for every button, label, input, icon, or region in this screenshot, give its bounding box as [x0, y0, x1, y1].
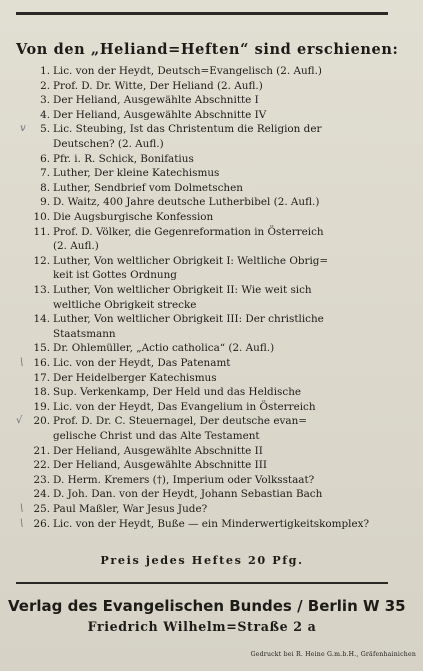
item-number: 22. — [33, 459, 50, 472]
list-item — [0, 254, 423, 283]
item-title: Luther, Der kleine Katechismus — [53, 167, 220, 180]
item-title: Der Heidelberger Katechismus — [53, 371, 217, 384]
item-title: Luther, Von weltlicher Obrigkeit II: Wie weit sich — [53, 284, 312, 296]
item-number: 9. — [40, 196, 50, 209]
item-title: D. Joh. Dan. von der Heydt, Johann Sebastian Bach — [53, 488, 323, 501]
item-title: D. Waitz, 400 Jahre deutsche Lutherbibel (2. Aufl.) — [53, 196, 320, 209]
item-title: Der Heliand, Ausgewählte Abschnitte III — [53, 459, 267, 472]
item-number: 26. — [33, 517, 50, 530]
item-number: 5. — [40, 123, 50, 136]
list-item — [0, 210, 423, 225]
list-item — [0, 356, 423, 371]
item-number: 11. — [33, 225, 50, 238]
list-item — [0, 371, 423, 386]
item-number: 14. — [33, 313, 50, 326]
list-item — [0, 64, 423, 79]
item-title-continuation: (2. Aufl.) — [53, 240, 99, 253]
list-item — [0, 400, 423, 415]
item-title: Der Heliand, Ausgewählte Abschnitte II — [53, 444, 263, 457]
item-title: Luther, Von weltlicher Obrigkeit I: Weltliche Obrig= — [53, 254, 329, 267]
list-item — [0, 93, 423, 108]
item-number: 12. — [33, 254, 50, 267]
item-title: D. Herm. Kremers (†), Imperium oder Volksstaat? — [53, 473, 315, 486]
item-title-continuation: keit ist Gottes Ordnung — [53, 269, 177, 282]
divider-rule — [16, 582, 388, 584]
pencil-check-mark: \ — [20, 503, 24, 514]
item-number: 19. — [33, 400, 50, 413]
item-title-continuation: gelische Christ und das Alte Testament — [53, 429, 260, 442]
item-number: 10. — [33, 211, 50, 223]
item-number: 4. — [40, 108, 50, 121]
printer-imprint: Gedruckt bei R. Heine G.m.b.H., Gräfenhainichen — [250, 651, 416, 658]
item-number: 16. — [33, 357, 50, 369]
item-title: Luther, Sendbrief vom Dolmetschen — [53, 181, 243, 194]
pencil-check-mark: \ — [20, 357, 24, 368]
list-item — [0, 122, 423, 151]
item-number: 1. — [40, 65, 50, 77]
item-number: 3. — [40, 94, 50, 107]
list-item — [0, 458, 423, 473]
list-item — [0, 195, 423, 210]
top-rule — [16, 12, 388, 15]
list-item — [0, 414, 423, 443]
item-title: Dr. Ohlemüller, „Actio catholica“ (2. Aufl.) — [53, 342, 275, 355]
item-number: 2. — [40, 79, 50, 92]
pencil-check-mark: \ — [20, 517, 24, 529]
item-number: 6. — [40, 152, 50, 165]
item-number: 8. — [40, 181, 50, 194]
item-number: 24. — [33, 488, 50, 501]
item-title-continuation: Deutschen? (2. Aufl.) — [53, 137, 164, 150]
item-title: Lic. von der Heydt, Buße — ein Minderwertigkeitskomplex? — [53, 517, 370, 530]
list-item — [0, 166, 423, 181]
list-item — [0, 385, 423, 400]
item-number: 21. — [33, 444, 50, 457]
list-item — [0, 502, 423, 517]
item-number: 7. — [40, 167, 50, 180]
price-note: Preis jedes Heftes 20 Pfg. — [100, 553, 304, 567]
list-item — [0, 181, 423, 196]
item-title: Lic. von der Heydt, Das Evangelium in Österreich — [53, 400, 316, 413]
list-item — [0, 79, 423, 94]
list-item — [0, 341, 423, 356]
item-title: Lic. Steubing, Ist das Christentum die Religion der — [53, 123, 322, 136]
item-number: 23. — [33, 473, 50, 486]
list-item — [0, 108, 423, 123]
item-title: Luther, Von weltlicher Obrigkeit III: Der christliche — [53, 313, 324, 326]
publisher-address: Friedrich Wilhelm=Straße 2 a — [87, 619, 317, 634]
item-title: Lic. von der Heydt, Deutsch=Evangelisch (2. Aufl.) — [53, 65, 322, 77]
item-title-continuation: Staatsmann — [53, 327, 116, 340]
item-number: 15. — [33, 342, 50, 355]
publisher-name: Verlag des Evangelischen Bundes / Berlin W 35 — [8, 597, 406, 615]
item-title: Pfr. i. R. Schick, Bonifatius — [53, 152, 194, 165]
list-heading: Von den „Heliand=Heften“ sind erschienen: — [16, 41, 399, 58]
list-item — [0, 517, 423, 532]
item-title: Lic. von der Heydt, Das Patenamt — [53, 357, 231, 369]
item-number: 17. — [33, 371, 50, 384]
item-title: Prof. D. Völker, die Gegenreformation in Österreich — [53, 225, 324, 238]
item-title-continuation: weltliche Obrigkeit strecke — [53, 298, 197, 311]
list-item — [0, 473, 423, 488]
item-number: 20. — [33, 415, 50, 428]
item-number: 25. — [33, 503, 50, 515]
item-title: Sup. Verkenkamp, Der Held und das Heldische — [53, 386, 302, 399]
item-number: 18. — [33, 386, 50, 399]
item-title: Die Augsburgische Konfession — [53, 211, 214, 223]
list-item — [0, 312, 423, 341]
item-title: Prof. D. Dr. Witte, Der Heliand (2. Aufl.) — [53, 79, 263, 92]
item-title: Paul Maßler, War Jesus Jude? — [53, 503, 208, 515]
list-item — [0, 487, 423, 502]
list-item — [0, 152, 423, 167]
list-item — [0, 225, 423, 254]
item-number: 13. — [33, 284, 50, 296]
item-title: Der Heliand, Ausgewählte Abschnitte I — [53, 94, 259, 107]
item-title: Prof. D. Dr. C. Steuernagel, Der deutsche evan= — [53, 415, 308, 428]
pencil-check-mark: v — [20, 123, 26, 135]
item-title: Der Heliand, Ausgewählte Abschnitte IV — [53, 108, 267, 121]
list-item — [0, 283, 423, 312]
pencil-check-mark: √ — [16, 415, 23, 427]
list-item — [0, 444, 423, 459]
